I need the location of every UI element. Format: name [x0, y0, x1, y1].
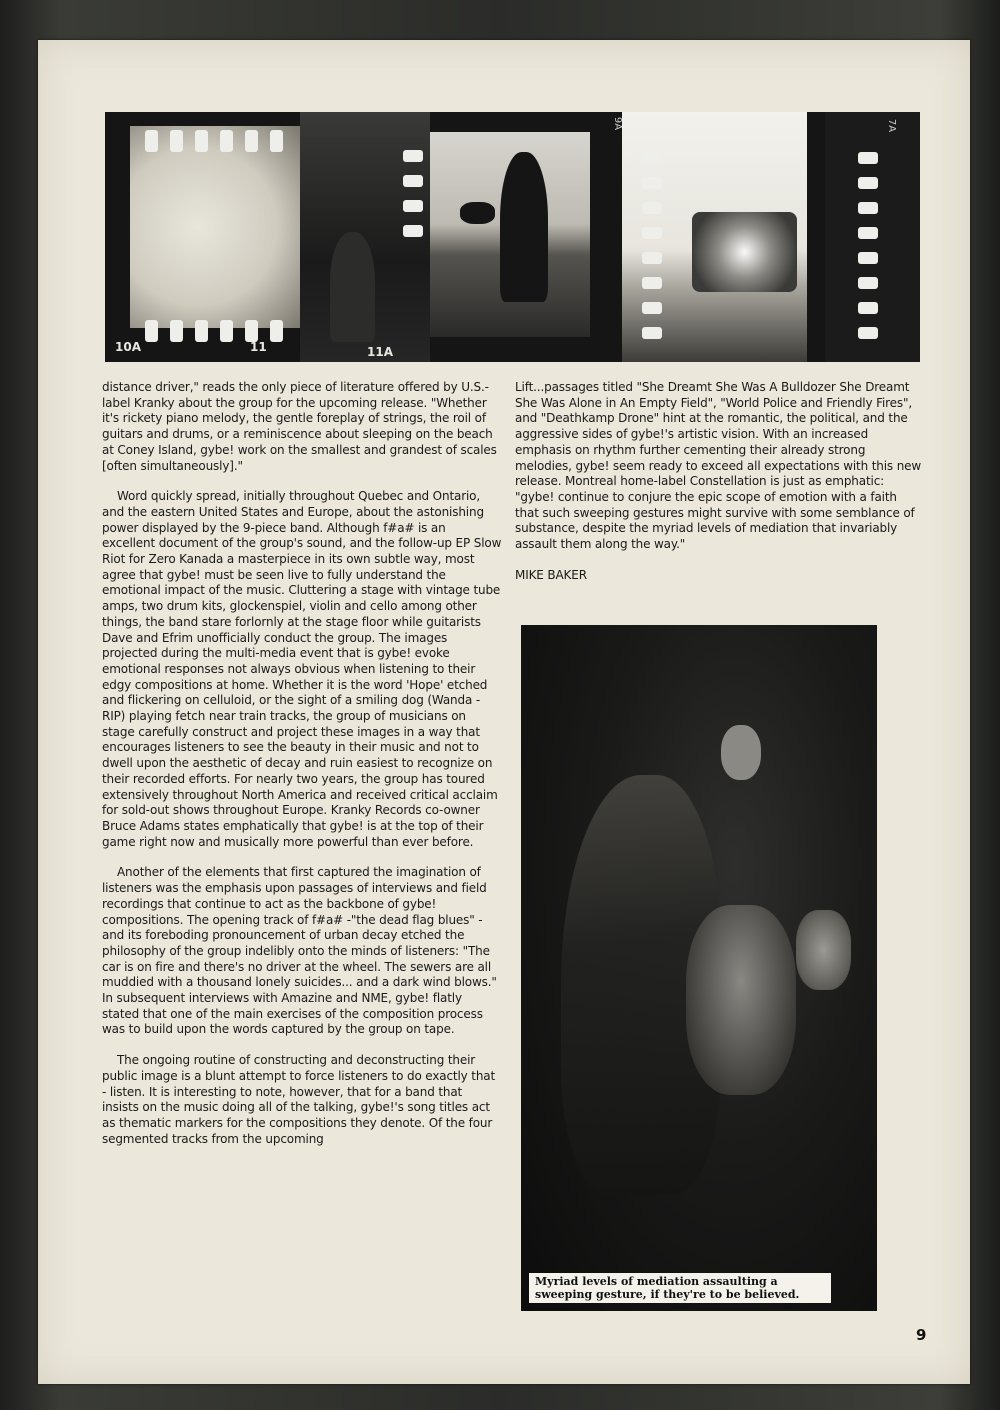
photo-hand-shape — [721, 725, 761, 780]
film-frame-helicopter — [430, 132, 590, 337]
paragraph: Lift...passages titled "She Dreamt She Was A Bulldozer She Dreamt She Was Alone in An Empty Field", "World Police and Friendly Fires", and "Deathkamp Drone" hint at the romantic, the political, and the aggressive sides of gybe!'s artistic vision. With an increased emphasis on rhythm further cementing their already strong melodies, gybe! seem ready to exceed all expectations with this new release. Montreal home-label Constellation is just as emphatic: "gybe! continue to conjure the epic scope of emotion with a faith that such sweeping gestures might survive with some semblance of substance, despite the myriad levels of mediation that invariably assault them along the way." — [515, 380, 922, 552]
band-photo — [521, 625, 877, 1311]
author-byline: MIKE BAKER — [515, 567, 587, 582]
sprocket-holes-top — [145, 130, 283, 152]
silhouette-figure — [500, 152, 548, 302]
paragraph: The ongoing routine of constructing and deconstructing their public image is a blunt attempt to force listeners to do exactly that - listen. It is interesting to note, however, that for a band that insists on the music doing all of the talking, gybe!'s song titles act as thematic markers for the compositions they denote. Of the four segmented tracks from the upcoming — [102, 1053, 496, 1146]
sprocket-holes-side-c — [858, 152, 878, 339]
magazine-page — [38, 40, 970, 1384]
film-label: 11A — [367, 345, 393, 359]
paragraph: distance driver," reads the only piece of literature offered by U.S.-label Kranky about the group for the upcoming release. "Whether it's rickety piano melody, the gentle foreplay of strings, the roil of guitars and drums, or a reminiscence about sleeping on the beach at Coney Island, gybe! work on the smallest and grandest of scales [often simultaneously]." — [102, 380, 497, 473]
flowers-shape — [692, 212, 797, 292]
sprocket-holes-side-b — [642, 152, 662, 339]
sprocket-holes-side-a — [403, 150, 423, 237]
helicopter-shape — [460, 202, 495, 224]
article-column-left — [102, 380, 502, 1162]
filmstrip-photo — [105, 112, 920, 362]
paragraph: Word quickly spread, initially throughout Quebec and Ontario, and the eastern United States and Europe, about the astonishing power displayed by the 9-piece band. Although f#a# is an excellent document of the group's sound, and the follow-up EP Slow Riot for Zero Kanada a masterpiece in its own subtle way, most agree that gybe! must be seen live to fully understand the emotional impact of the music. Cluttering a stage with vintage tube amps, two drum kits, glockenspiel, violin and cello among other things, the band stare forlornly at the stage floor while guitarists Dave and Efrim unofficially conduct the group. The images projected during the multi-media event that is gybe! evoke emotional responses not always obvious when listening to their edgy compositions at home. Whether it is the word 'Hope' etched and flickering on celluloid, or the sight of a smiling dog (Wanda - RIP) playing fetch near train tracks, the group of musicians on stage carefully construct and project these images in a way that encourages listeners to see the beauty in their music and not to dwell upon the aesthetic of decay and ruin easiest to recognize on their recorded efforts. For nearly two years, the group has toured extensively throughout North America and received critical acclaim for sold-out shows throughout Europe. Kranky Records co-owner Bruce Adams states emphatically that gybe! is at the top of their game right now and musically more powerful than ever before. — [102, 489, 502, 849]
silhouette-figure — [330, 232, 375, 342]
film-frame-blank — [130, 126, 300, 328]
page-number: 9 — [916, 1326, 927, 1344]
film-label: 9A — [612, 116, 624, 131]
article-column-right — [515, 380, 923, 583]
film-label: 7A — [886, 118, 898, 133]
photo-hand-shape — [796, 910, 851, 990]
photo-caption: Myriad levels of mediation assaulting a sweeping gesture, if they're to be believed. — [529, 1273, 831, 1303]
photo-face-shape — [686, 905, 796, 1095]
film-label: 11 — [250, 340, 267, 354]
film-label: 10A — [115, 340, 141, 354]
paragraph: Another of the elements that first captured the imagination of listeners was the emphasis upon passages of interviews and field recordings that continue to act as the backbone of gybe! compositions. The opening track of f#a# -"the dead flag blues" - and its foreboding pronouncement of urban decay etched the philosophy of the group indelibly onto the minds of listeners: "The car is on fire and there's no driver at the wheel. The sewers are all muddied with a thousand lonely suicides... and a dark wind blows." In subsequent interviews with Amazine and NME, gybe! flatly stated that one of the main exercises of the composition process was to build upon the words captured by the group on tape. — [102, 865, 497, 1037]
sprocket-holes-bottom — [145, 320, 283, 342]
